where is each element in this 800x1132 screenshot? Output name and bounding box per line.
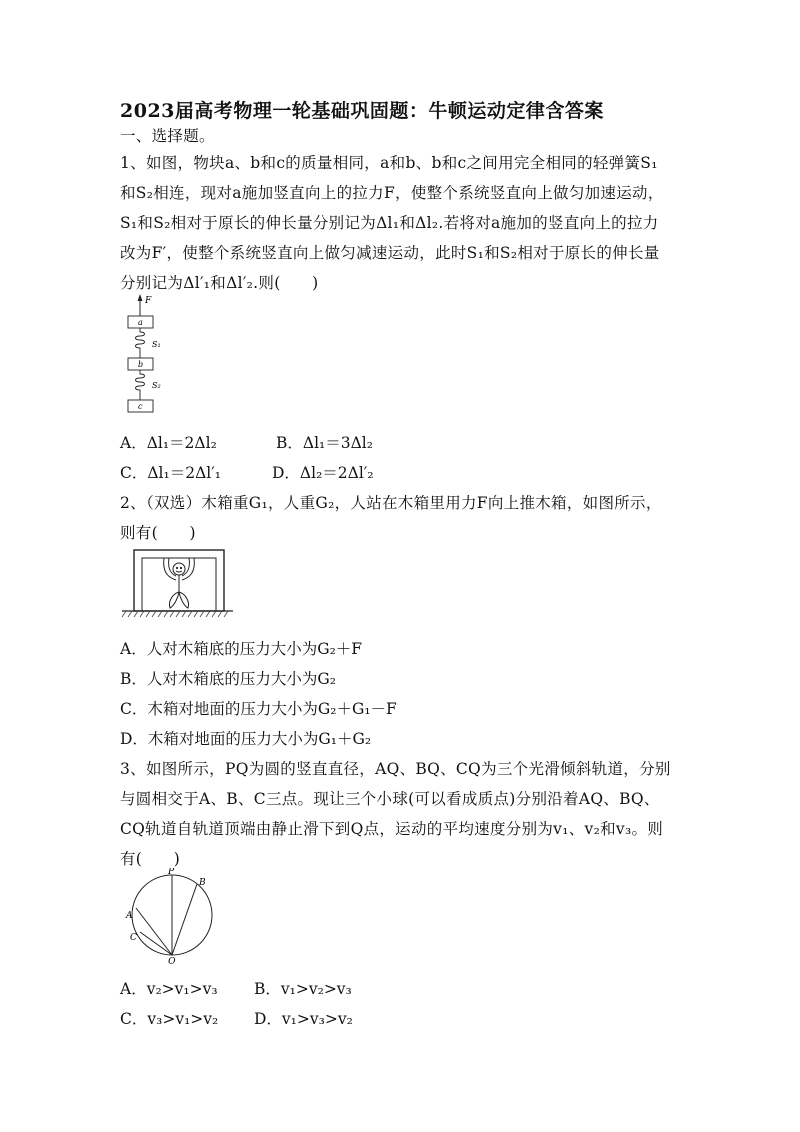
q2-option-b: B．人对木箱底的压力大小为G₂ (120, 670, 336, 688)
q3-option-a: A．v₂>v₁>v₃ (120, 980, 218, 998)
q3-text-line-2: 与圆相交于A、B、C三点。现让三个小球(可以看成质点)分别沿着AQ、BQ、 (120, 790, 660, 808)
block-a-label: a (138, 318, 143, 327)
q2-text-line-2: 则有( ) (120, 524, 196, 542)
spring-blocks-figure (118, 292, 188, 422)
q2-option-a: A．人对木箱底的压力大小为G₂＋F (120, 640, 363, 658)
block-b-label: b (138, 360, 144, 369)
q1-text-line-1: 1、如图，物块a、b和c的质量相同，a和b、b和c之间用完全相同的轻弹簧S₁ (120, 154, 658, 172)
q2-option-c: C．木箱对地面的压力大小为G₂＋G₁－F (120, 700, 397, 718)
q3-option-c: C．v₃>v₁>v₂ (120, 1010, 219, 1028)
q3-option-d: D．v₁>v₃>v₂ (254, 1010, 353, 1028)
point-a-label: A (126, 911, 133, 921)
point-c-label: C (130, 933, 137, 943)
q3-option-b: B．v₁>v₂>v₃ (254, 980, 352, 998)
q1-text-line-3: S₁和S₂相对于原长的伸长量分别记为Δl₁和Δl₂.若将对a施加的竖直向上的拉力 (120, 214, 659, 232)
q2-option-d: D．木箱对地面的压力大小为G₁＋G₂ (120, 730, 372, 748)
q3-text-line-3: CQ轨道自轨道顶端由静止滑下到Q点，运动的平均速度分别为v₁、v₂和v₃。则 (120, 820, 664, 838)
spring-s1 (136, 328, 145, 358)
q3-text-line-4: 有( ) (120, 850, 181, 868)
document-title: 2023届高考物理一轮基础巩固题：牛顿运动定律含答案 (120, 100, 604, 122)
q3-text-line-1: 3、如图所示，PQ为圆的竖直直径，AQ、BQ、CQ为三个光滑倾斜轨道，分别 (120, 760, 671, 778)
q1-text-line-4: 改为F′，使整个系统竖直向上做匀减速运动，此时S₁和S₂相对于原长的伸长量 (120, 244, 660, 262)
ground-hatching (122, 611, 228, 617)
point-p-label: P (168, 868, 175, 877)
section-heading: 一、选择题。 (120, 127, 215, 145)
force-arrow-head (138, 294, 143, 301)
circle-tracks-figure (120, 868, 225, 964)
q1-option-b: B．Δl₁＝3Δl₂ (276, 434, 373, 452)
point-q-label: Q (168, 957, 176, 964)
track-bq (172, 884, 197, 955)
q2-text-line-1: 2、（双选）木箱重G₁，人重G₂，人站在木箱里用力F向上推木箱，如图所示， (120, 494, 662, 512)
q1-option-c: C．Δl₁＝2Δl′₁ (120, 464, 221, 482)
q1-option-d: D．Δl₂＝2Δl′₂ (272, 464, 374, 482)
block-c-label: c (138, 402, 143, 411)
spring-s2-label: S₂ (152, 381, 161, 390)
track-aq (136, 908, 172, 955)
q1-text-line-5: 分别记为Δl′₁和Δl′₂.则( ) (120, 274, 319, 292)
spring-s1-label: S₁ (152, 340, 161, 349)
spring-s2 (136, 370, 145, 400)
person-in-box-figure (120, 548, 235, 620)
point-b-label: B (199, 878, 206, 888)
force-label: F (145, 296, 152, 306)
q1-text-line-2: 和S₂相连，现对a施加竖直向上的拉力F，使整个系统竖直向上做匀加速运动， (120, 184, 664, 202)
q1-option-a: A．Δl₁＝2Δl₂ (120, 434, 217, 452)
person (164, 558, 195, 608)
